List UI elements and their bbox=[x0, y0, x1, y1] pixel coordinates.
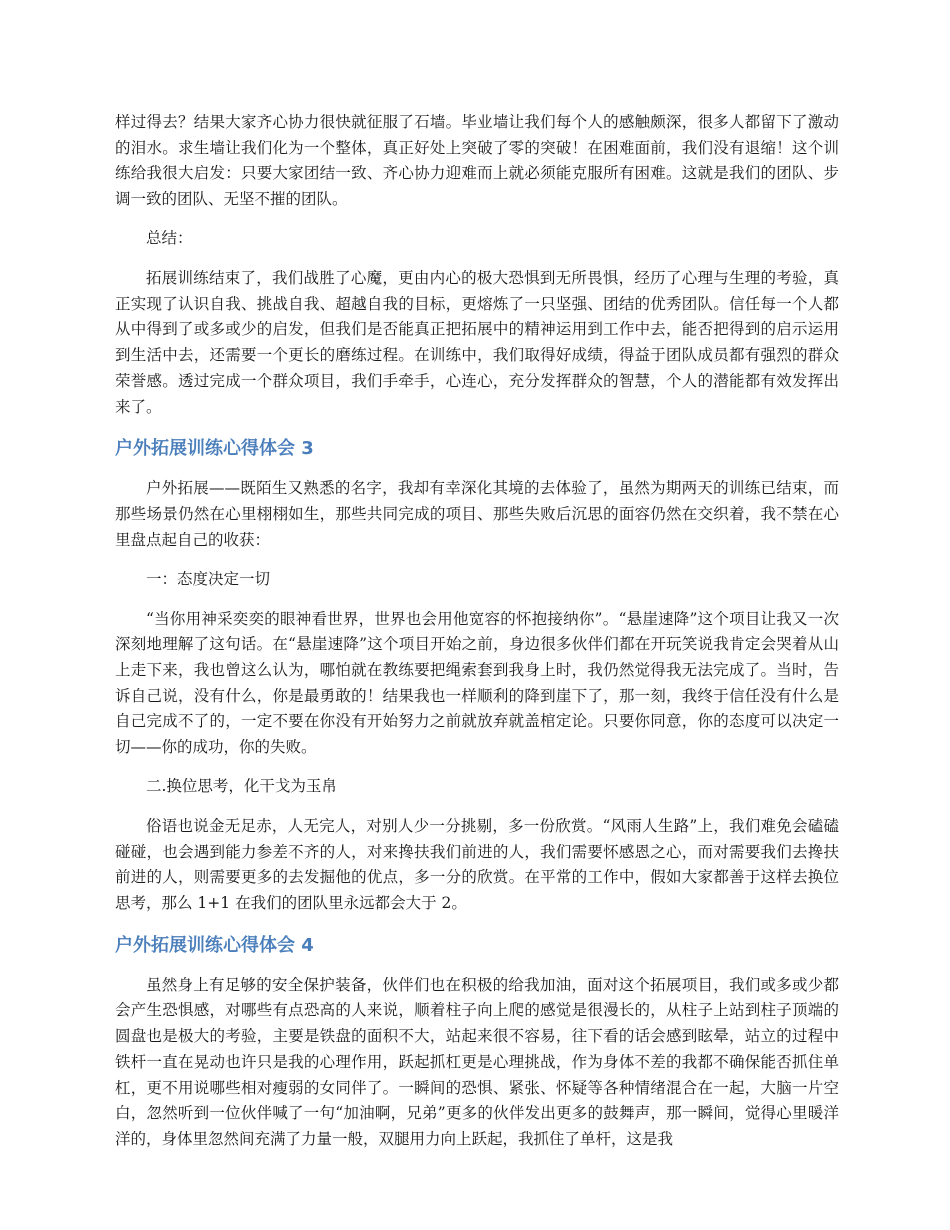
section-3-point-2-body: 俗语也说金无足赤，人无完人，对别人少一分挑剔，多一份欣赏。“风雨人生路”上，我们难免会磕磕碰碰，也会遇到能力参差不齐的人，对来搀扶我们前进的人，我们需要怀感恩之心，而对需要我们去搀扶前进的人，则需要更多的去发掘他的优点，多一分的欣赏。在平常的工作中，假如大家都善于这样去换位思考，那么 1+1 在我们的团队里永远都会大于 2。 bbox=[115, 816, 839, 913]
section-3-intro: 户外拓展——既陌生又熟悉的名字，我却有幸深化其境的去体验了，虽然为期两天的训练已结束，而那些场景仍然在心里栩栩如生，那些共同完成的项目、那些失败后沉思的面容仍然在交织着，我不禁在心里盘点起自己的收获： bbox=[115, 479, 839, 549]
section-heading-4: 户外拓展训练心得体会 4 bbox=[115, 934, 314, 956]
section-3-point-1-body: “当你用神采奕奕的眼神看世界，世界也会用他宽容的怀抱接纳你”。“悬崖速降”这个项目让我又一次深刻地理解了这句话。在“悬崖速降”这个项目开始之前，身边很多伙伴们都在开玩笑说我肯定会哭着从山上走下来，我也曾这么认为，哪怕就在教练要把绳索套到我身上时，我仍然觉得我无法完成了。当时，告诉自己说，没有什么，你是最勇敢的！结果我也一样顺利的降到崖下了，那一刻，我终于信任没有什么是自己完成不了的，一定不要在你没有开始努力之前就放弃就盖棺定论。只要你同意，你的态度可以决定一切——你的成功，你的失败。 bbox=[115, 609, 839, 757]
section-3-point-2-title: 二.换位思考，化干戈为玉帛 bbox=[146, 777, 337, 796]
section-3-point-1-title: 一：态度决定一切 bbox=[146, 569, 271, 588]
paragraph-continued: 样过得去？结果大家齐心协力很快就征服了石墙。毕业墙让我们每个人的感触颇深，很多人都留下了激动的泪水。求生墙让我们化为一个整体，真正好处上突破了零的突破！在困难面前，我们没有退缩！这个训练给我很大启发：只要大家团结一致、齐心协力迎难而上就必须能克服所有困难。这就是我们的团队、步调一致的团队、无坚不摧的团队。 bbox=[115, 113, 839, 209]
section-heading-3: 户外拓展训练心得体会 3 bbox=[115, 438, 314, 460]
document-page bbox=[115, 110, 839, 1166]
summary-label: 总结： bbox=[146, 229, 193, 248]
summary-paragraph: 拓展训练结束了，我们战胜了心魔，更由内心的极大恐惧到无所畏惧，经历了心理与生理的考验，真正实现了认识自我、挑战自我、超越自我的目标，更熔炼了一只坚强、团结的优秀团队。信任每一个人都从中得到了或多或少的启发，但我们是否能真正把拓展中的精神运用到工作中去，能否把得到的启示运用到生活中去，还需要一个更长的磨练过程。在训练中，我们取得好成绩，得益于团队成员都有强烈的群众荣誉感。透过完成一个群众项目，我们手牵手，心连心，充分发挥群众的智慧，个人的潜能都有效发挥出来了。 bbox=[115, 269, 839, 416]
section-4-paragraph: 虽然身上有足够的安全保护装备，伙伴们也在积极的给我加油，面对这个拓展项目，我们或多或少都会产生恐惧感，对哪些有点恐高的人来说，顺着柱子向上爬的感觉是很漫长的，从柱子上站到柱子顶端的圆盘也是极大的考验，主要是铁盘的面积不大，站起来很不容易，往下看的话会感到眩晕，站立的过程中铁杆一直在晃动也许只是我的心理作用，跃起抓杠更是心理挑战，作为身体不差的我都不确保能否抓住单杠，更不用说哪些相对瘦弱的女同伴了。一瞬间的恐惧、紧张、怀疑等各种情绪混合在一起，大脑一片空白，忽然听到一位伙伴喊了一句“加油啊，兄弟”更多的伙伴发出更多的鼓舞声，那一瞬间，觉得心里暖洋洋的，身体里忽然间充满了力量一般，双腿用力向上跃起，我抓住了单杆，这是我 bbox=[115, 975, 839, 1148]
